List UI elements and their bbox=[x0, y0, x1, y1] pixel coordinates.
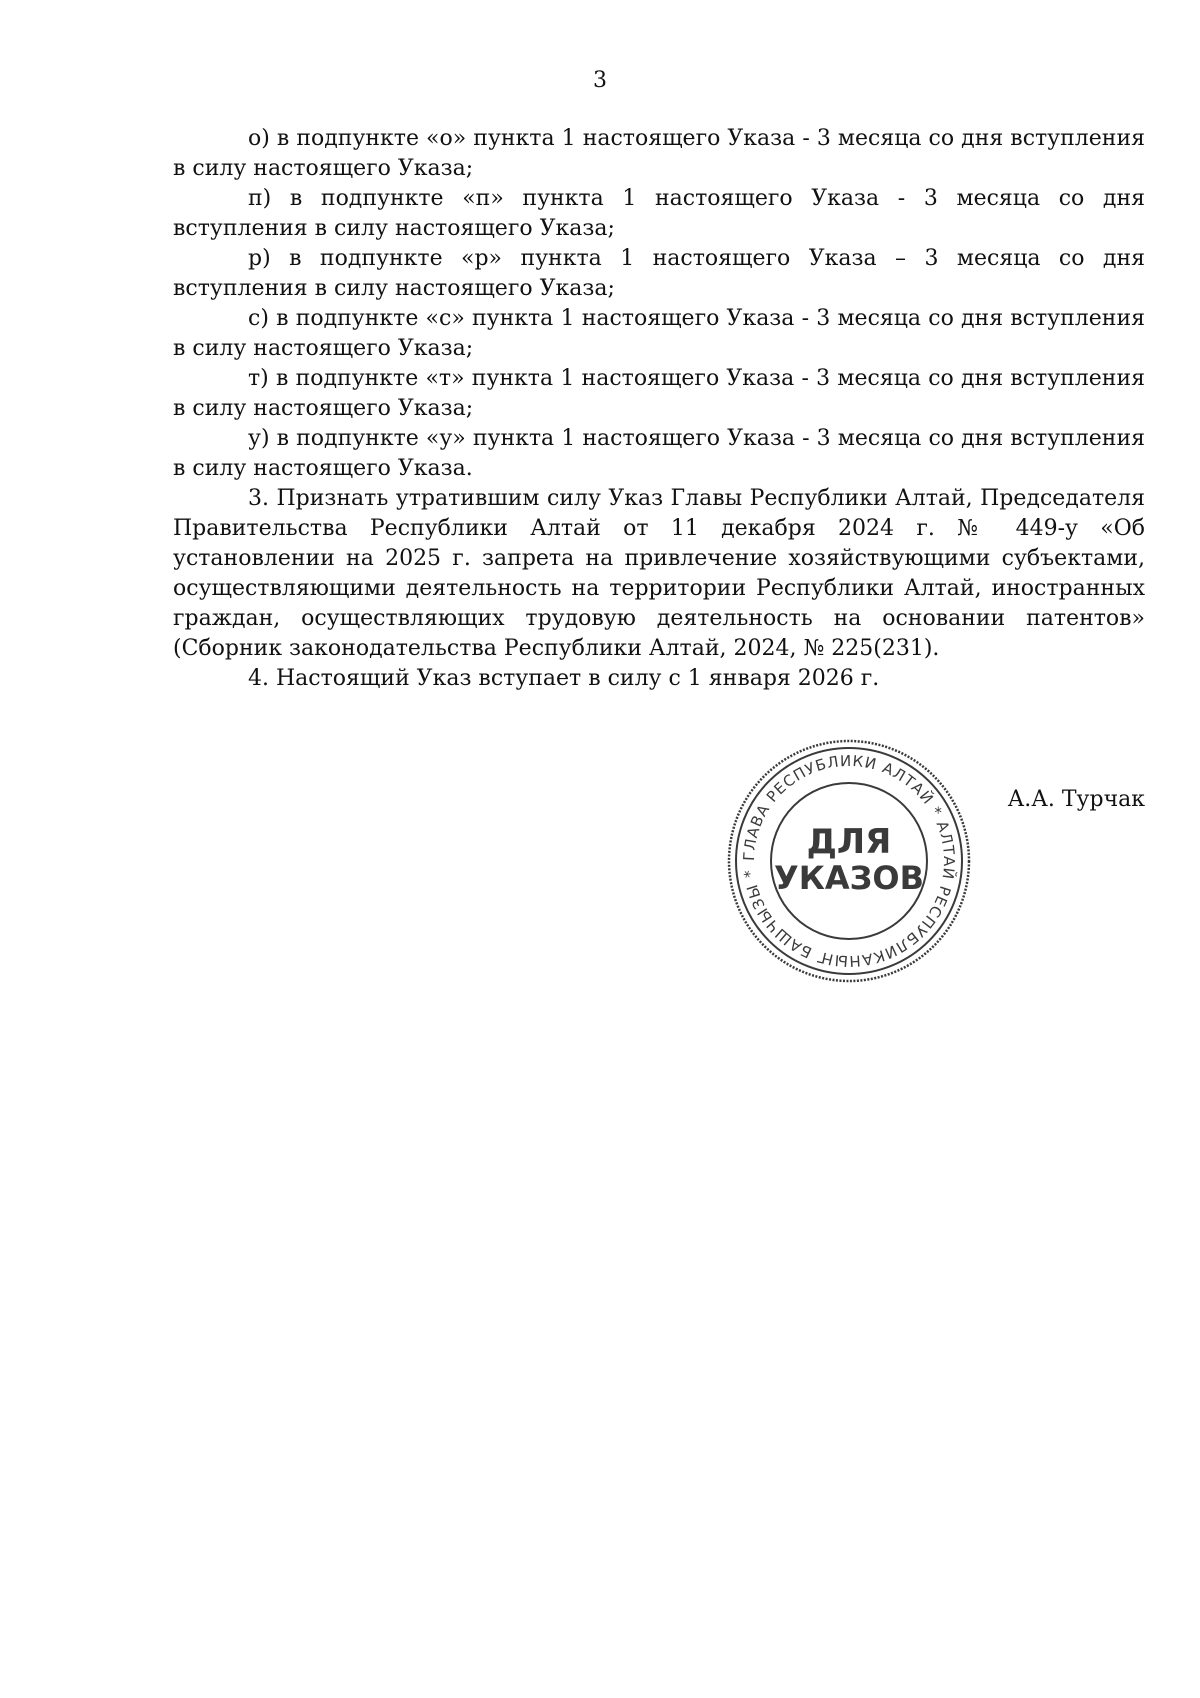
document-body bbox=[173, 124, 1145, 694]
official-seal bbox=[725, 737, 973, 985]
seal-center-line-1: ДЛЯ bbox=[806, 822, 892, 862]
paragraph-subitem-s: с) в подпункте «с» пункта 1 настоящего Указа - 3 месяца со дня вступления в силу настоящего Указа; bbox=[173, 306, 1145, 361]
paragraph-subitem-t: т) в подпункте «т» пункта 1 настоящего Указа - 3 месяца со дня вступления в силу настоящего Указа; bbox=[173, 366, 1145, 421]
paragraph-item-3: 3. Признать утратившим силу Указ Главы Республики Алтай, Председателя Правительства Республики Алтай от 11 декабря 2024 г. № 449-у «Об установлении на 2025 г. запрета на привлечение хозяйствующими субъектами, осуществляющими деятельность на территории Республики Алтай, иностранных граждан, осуществляющих трудовую деятельность на основании патентов» (Сборник законодательства Республики Алтай, 2024, № 225(231). bbox=[173, 486, 1145, 661]
paragraph-item-4: 4. Настоящий Указ вступает в силу с 1 января 2026 г. bbox=[248, 666, 880, 691]
paragraph-subitem-r: р) в подпункте «р» пункта 1 настоящего Указа – 3 месяца со дня вступления в силу настоящего Указа; bbox=[173, 246, 1145, 301]
seal-center-line-2: УКАЗОВ bbox=[774, 859, 924, 897]
signatory-name: А.А. Турчак bbox=[1007, 787, 1145, 812]
seal-outer-text: ГЛАВА РЕСПУБЛИКИ АЛТАЙ * АЛТАЙ РЕСПУБЛИКАНЫҤ БАШЧЫЗЫ * bbox=[739, 751, 959, 971]
paragraph-subitem-u: у) в подпункте «у» пункта 1 настоящего Указа - 3 месяца со дня вступления в силу настоящего Указа. bbox=[173, 426, 1145, 481]
paragraph-subitem-p: п) в подпункте «п» пункта 1 настоящего Указа - 3 месяца со дня вступления в силу настоящего Указа; bbox=[173, 186, 1145, 241]
page-number: 3 bbox=[593, 68, 607, 93]
paragraph-subitem-o: о) в подпункте «о» пункта 1 настоящего Указа - 3 месяца со дня вступления в силу настоящего Указа; bbox=[173, 126, 1145, 181]
